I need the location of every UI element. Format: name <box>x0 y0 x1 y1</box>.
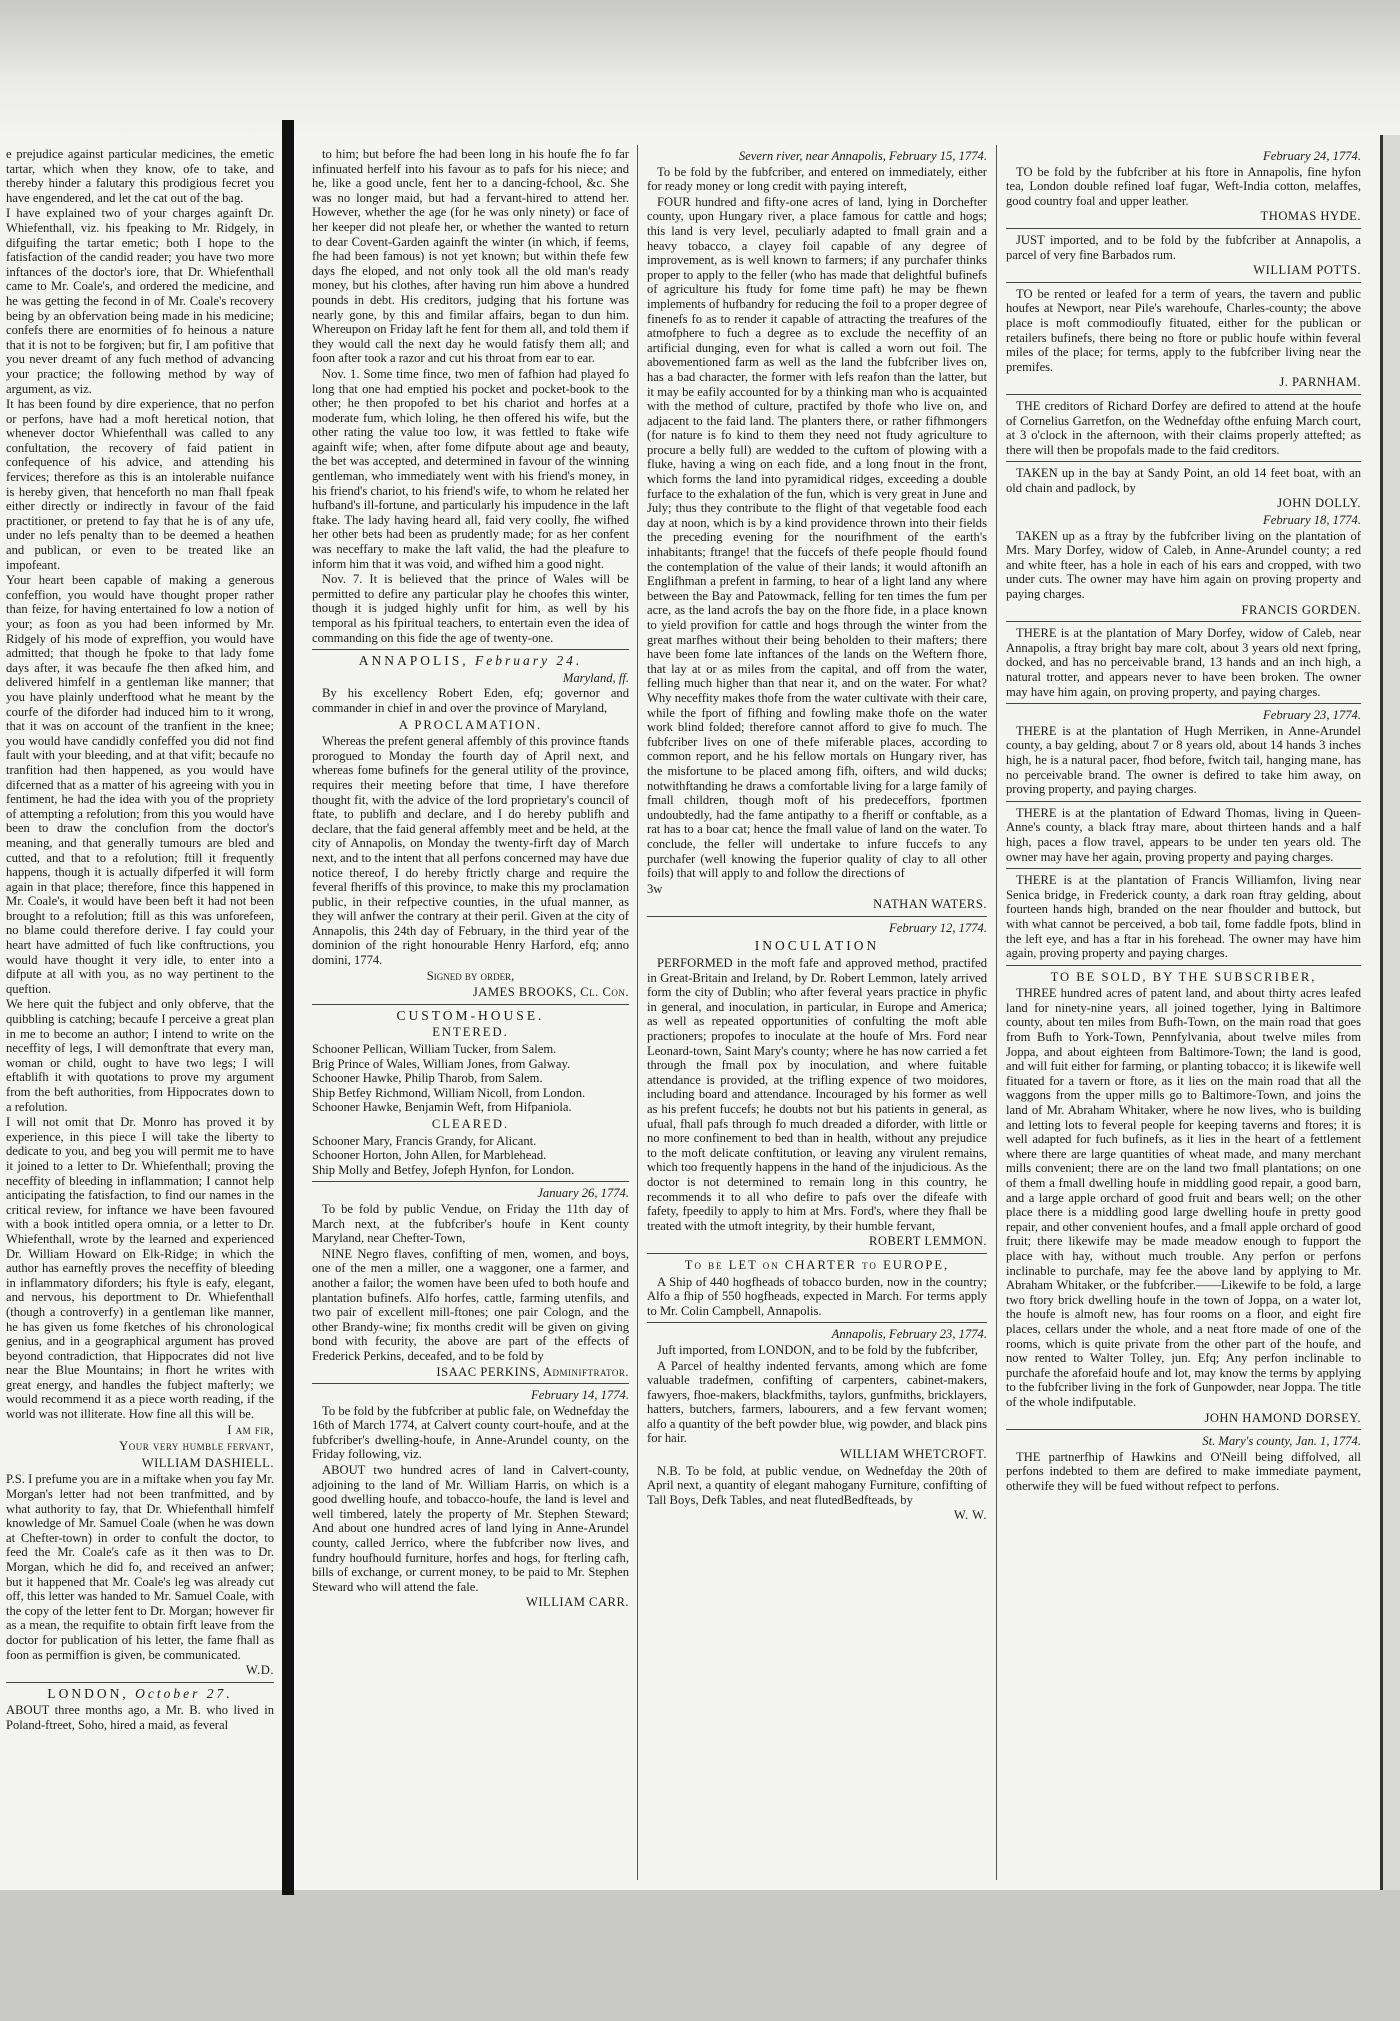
cleared-ship: Schooner Mary, Francis Grandy, for Alicant. <box>312 1133 537 1148</box>
ad-date: February 12, 1774. <box>889 920 987 935</box>
entered-heading: ENTERED. <box>432 1025 509 1040</box>
section-rule <box>1006 965 1361 966</box>
news-paragraph: Nov. 1. Some time fince, two men of fafhion had played fo long that one had emptied his pocket and pocket-book to the other; he then propofed to bet his chariot and horfes at a moderate fum, which loling, he then offered his wife, but the other rating the value too low, it was fettled to ftake wife againft wife; when, after fome difpute about age and beauty, the bet was accepted, and determined in favour of the winning gentleman, who immediately went with his friend's money, in his friend's chariot, to his friend's wife, to whom he related her hufband's ill-fortune, and particularly his impudence in the laft ftake. The lady having heard all, faid very coolly, fhe wifhed her other bets had been as prudently made; for as her confent was neceffary to make the laft valid, the had the pleafure to inform him that it was void, and wifhed him a good night. <box>312 366 629 571</box>
ad-text: TAKEN up in the bay at Sandy Point, an old 14 feet boat, with an old chain and padlock, by <box>1006 466 1361 495</box>
entered-ship: Schooner Pellican, William Tucker, from Salem. <box>312 1042 557 1057</box>
section-rule <box>312 1383 629 1384</box>
column-2 <box>647 147 987 1880</box>
london-heading <box>6 1687 274 1702</box>
entered-ship: Schooner Hawke, Benjamin Weft, from Hifpaniola. <box>312 1100 572 1115</box>
proclamation-title: A PROCLAMATION. <box>398 717 543 732</box>
column-3 <box>1006 147 1361 1880</box>
ad-text: TAKEN up as a ftray by the fubfcriber living on the plantation of Mrs. Mary Dorfey, widow of Caleb, in Anne-Arundel county; a red and white fteer, has a hole in each of his ears and cropped, with two under cuts. The owner may have him again on proving property and paying charges. <box>1006 528 1361 602</box>
ad-signature: J. PARNHAM. <box>1279 375 1361 390</box>
closing-line: Your very humble fervant, <box>119 1439 274 1454</box>
ad-text: THREE hundred acres of patent land, and about thirty acres leafed land for ninety-nine years, all joined together, lying in Baltimore county, about ten miles from Bufh-Town, on the main road that goes from Bufh to York-Town, Pennfylvania, about twelve miles from Joppa, and about eighteen from Baltimore-Town; the land is good, and will fuit either for farming, or planting tobacco; it is likewife well fituated for a tavern or ftore, as it lies on the main road that all the waggons from the upper mills go to Baltimore-Town, and joins the land of Mr. Abraham Whitaker, where he now lives, who is building and letting lots to feveral people for keeping taverns and ftores; it is well adapted for fuch bufinefs, as it lies in the heart of a fettlement where there are large quantities of wheat made, and many merchant mills convenient; there are on the land two fmall plantations; on one of them a fmall dwelling houfe in middling good repair, a good barn, and a large apple orchard of good fruit and bears well; on the other place there is a middling good large dwelling houfe in pretty good repair, and other convenient houfes, and a fmall apple orchard of good fruit; there likewife may be made meadow enough to fupport the place with hay, without much trouble. Any perfon or perfons inclinable to purchafe, may fee the above land by applying to Mr. Abraham Whitaker, or the fubfcriber.——Likewife to be fold, a large two ftory brick dwelling houfe in the town of Joppa, on a water lot, the houfe is almoft new, has four rooms on a floor, and eight fire places, cellars under the whole, and a neat ftore made of one of the rooms, which is quite private from the other part of the houfe, and now rented to Walter Tolley, jun. Efq; Any perfon inclinable to purchafe the aforefaid houfe and lot, may know the terms by applying to the fubfcriber living in the fork of Gunpowder, near Joppa. The title of the whole indifputable. <box>1006 986 1361 1409</box>
ad-date: February 14, 1774. <box>531 1388 629 1403</box>
london-text: ABOUT three months ago, a Mr. B. who lived in Poland-ftreet, Soho, hired a maid, as feveral <box>6 1703 274 1732</box>
ad-intro: Juft imported, from LONDON, and to be fold by the fubfcriber, <box>657 1342 978 1357</box>
entered-ship: Schooner Hawke, Philip Tharob, from Salem. <box>312 1071 543 1086</box>
section-rule <box>647 1253 987 1254</box>
section-rule <box>312 649 629 650</box>
closing-line: I am fir, <box>227 1422 274 1437</box>
section-rule <box>6 1682 274 1683</box>
ad-date: February 18, 1774. <box>1263 513 1361 528</box>
section-rule <box>647 1322 987 1323</box>
page-gutter <box>282 120 294 1895</box>
ad-mark: 3w <box>647 881 663 896</box>
ad-signature: FRANCIS GORDEN. <box>1241 602 1361 617</box>
ad-date: February 24, 1774. <box>1263 149 1361 163</box>
left-paragraph: It has been found by dire experience, that no perfon or perfons, have had a moft heretical notion, that whenever doctor Whiefenthall was called to any confultation, the recovery of faid patient in confequence of his advice, and attending his fervices; therefore as this is an intolerable nuifance is hereby given, that henceforth no man fhall fpeak either directly or indirectly in favour of the faid practitioner, or pretend to fay that he is of any ufe, under no lefs penalty than to be deemed a heathen and publican, or even to be treated like an impofeant. <box>6 397 274 572</box>
customs-heading: CUSTOM-HOUSE. <box>396 1007 545 1023</box>
left-paragraph: We here quit the fubject and only obferve, that the quibbling is catching; becaufe I perceive a great plan in me to become an author; I intend to write on the neceffity of legs, I will demonftrate that every man, woman or child, ought to have two legs; I will eftablifh it with quotations to prove my argument from the beft authorities, from Hippocrates down to a refolution. <box>6 997 274 1114</box>
annapolis-heading-text: ANNAPOLIS, <box>358 653 469 669</box>
signed-line: Signed by order, <box>426 968 515 983</box>
news-paragraph: Nov. 7. It is believed that the prince of Wales will be permitted to defire any particular play he choofes this winter, though it is judged highly unfit for him, as well by his temporal as his fpiritual teachers, to entertain even the idea of commanding on this fide the age of twenty-one. <box>312 572 629 645</box>
ad-text: JUST imported, and to be fold by the fubfcriber at Annapolis, a parcel of very fine Barbados rum. <box>1006 232 1361 262</box>
ad-intro: To be fold by public Vendue, on Friday the 11th day of March next, at the fubfcriber's houfe in Kent county Maryland, near Chefter-Town, <box>312 1201 629 1246</box>
scan-background-top <box>0 0 1400 135</box>
postscript: P.S. I prefume you are in a miftake when you fay Mr. Morgan's letter had not been tranfmitted, and by what authority to fay, that Dr. Whiefenthall himfelf knowledge of Mr. Samuel Coale (when he was down at Chefter-town) in order to confult the doctor, to feed the Mr. Coale's cafe as it then was to Dr. Morgan, which he did fo, and received an anfwer; but it happened that Mr. Coale's leg was already cut off, this letter was handed to Mr. Samuel Coale, with the copy of the letter fent to Dr. Morgan; however fir as a mean, the requifite to obtain firft leave from the doctor for publication of his letter, the fame fhall as foon as permiffion is given, be communicated. <box>6 1472 274 1662</box>
ad-text: TO be fold by the fubfcriber at his ftore in Annapolis, fine hyfon tea, London double refined loaf fugar, Weft-India cotton, melaffes, good country foal and upper leather. <box>1006 164 1361 208</box>
inoculation-heading: INOCULATION <box>754 938 880 954</box>
ad-text: THERE is at the plantation of Francis Williamfon, living near Senica bridge, in Frederick county, a dark roan ftray gelding, about fourteen hands high, branded on the near fhoulder and buttock, but with what cannot be perceived, a bob tail, fome faddle fpots, blind in the left eye, and has a ftar in his forehead. The owner may have him again, proving property and paying charges. <box>1006 873 1361 961</box>
scan-background-bottom <box>0 1890 1400 2021</box>
column-1 <box>312 147 629 1880</box>
ad-text: ABOUT two hundred acres of land in Calvert-county, adjoining to the land of Mr. William Harris, on which is a good dwelling houfe, and tobacco-houfe, the land is level and well timbered, lately the property of Mr. Stephen Steward; And about one hundred acres of land lying in Anne-Arundel county, called Jerrico, where the fubfcriber now lives, and fundry houfhould furniture, horfes and hogs, for fterling cafh, bills of exchange, or current money, to be paid to Mr. Stephen Steward who will attend the fale. <box>312 1463 629 1594</box>
ad-date: January 26, 1774. <box>537 1186 629 1201</box>
land-sale-heading: TO BE SOLD, BY THE SUBSCRIBER, <box>1050 969 1317 984</box>
ad-signature: ROBERT LEMMON. <box>869 1234 987 1249</box>
ad-text: THE creditors of Richard Dorfey are defired to attend at the houfe of Cornelius Garretfon, on the Wednefday ofthe enfuing March court, at 3 o'clock in the afternoon, with their claims properly attefted; as there will then be propofals made to the faid creditors. <box>1006 398 1361 457</box>
ad-text: N.B. To be fold, at public vendue, on Wednefday the 20th of April next, a quantity of elegant mahogany Furniture, confifting of Tall Boys, Defk Tables, and neat flutedBedfteads, by <box>647 1463 987 1507</box>
london-date: October 27. <box>135 1685 233 1701</box>
ad-signature: ISAAC PERKINS, Adminiftrator. <box>436 1364 629 1379</box>
section-rule <box>1006 228 1361 229</box>
ad-text: NINE Negro flaves, confifting of men, women, and boys, one of the men a miller, one a waggoner, one a farmer, and another a failor; the women have been ufed to both houfe and plantation bufinefs. Alfo horfes, cattle, farming utenfils, and two pair of excellent mill-ftones; one pair Cologn, and the other Brandy-wine; fix months credit will be given on giving bond with fecurity, the above are part of the effects of Frederick Perkins, deceafed, and to be fold by <box>312 1246 629 1363</box>
ad-text: THERE is at the plantation of Hugh Merriken, in Anne-Arundel county, a bay gelding, about 7 or 8 years old, about 14 hands 3 inches high, he is a natural pacer, fhod before, fwitch tail, hanging mane, has no perceivable brand. The owner is defired to take him away, on proving property, and paying charges. <box>1006 723 1361 797</box>
left-paragraph: I will not omit that Dr. Monro has proved it by experience, in this piece I will take the liberty to dedicate to you, and beg you will permit me to have it joined to a letter to Dr. Whiefenthall; proving the neceffity of bleeding in inflammation; I cannot help anticipating the fatisfaction, to find our names in the critical review, for inftance we have been favoured with a book intitled opera omnia, or a letter to Dr. Whiefenthall, wrote by the learned and experienced Dr. William Howard on Elk-Ridge; in which the author has earneftly proves the neceffity of bleeding in inflammatory diforders; his ftyle is eafy, elegant, and nervous, his deportment to Dr. Whiefenthall (though a controverfy) in a gentleman like manner, he has given us fome fketches of his chronological genius, and in a geographical argument has proved beyond contradiction, that Hippocrates did not live near the Blue Mountains; in fhort he writes with great energy, and handles the fubject mafterly; we would recommend it as a piece worth reading, if the world was not illiterate. How fine all this will be. <box>6 1115 274 1422</box>
cleared-ship: Ship Molly and Betfey, Jofeph Hynfon, for London. <box>312 1162 575 1177</box>
ad-date: St. Mary's county, Jan. 1, 1774. <box>1202 1434 1361 1449</box>
section-rule <box>1006 621 1361 622</box>
section-rule <box>1006 868 1361 869</box>
proclamation-text: Whereas the prefent general affembly of this province ftands prorogued to Monday the fourth day of April next, and whereas fome bufinefs for the general utility of the province, requires their meeting before that time, I have therefore thought fit, with the advice of the lord proprietary's council of ftate, to publifh and declare, and I do hereby publifh and declare, that the faid general affembly meet and be held, at the city of Annapolis, on Monday the twenty-firft day of March next, and to the intent that all perfons concerned may have due notice thereof, I do hereby ftrictly charge and require the feveral fheriffs of this province, to make this my proclamation public, in their refpective counties, in the ufual manner, as they will anfwer the contrary at their peril. Given at the city of Annapolis, this 24th day of February, in the third year of the dominion of the right honourable Henry Harford, efq; anno domini, 1774. <box>312 734 629 968</box>
ad-date: Annapolis, February 23, 1774. <box>831 1327 987 1342</box>
entered-ship: Ship Betfey Richmond, William Nicoll, from London. <box>312 1085 586 1100</box>
ad-signature: W. W. <box>953 1508 987 1523</box>
ad-signature: THOMAS HYDE. <box>1260 209 1361 224</box>
ad-signature: WILLIAM POTTS. <box>1253 263 1361 278</box>
newspaper-page <box>294 135 1383 1890</box>
ad-text: PERFORMED in the moft fafe and approved method, practifed in Great-Britain and Ireland, by Dr. Robert Lemmon, lately arrived form the city of Dublin; who after feveral years practice in phyfic in general, and inoculation, in particular, in Europe and America; as well as repeated opportunities of confulting the moft able practioners; propofes to inoculate at the houfe of Mrs. Ford near Leonard-town, Saint Mary's county; where he has now carried a fet through the fmall pox by inoculation, and where fuitable attendance is provided, at the trifling expence of two moidores, including board and attendance. Incouraged by his former as well as his prefent fuccefs; he doubts not but his patients in general, as ufual, fhall pafs through fo much dreaded a diforder, with little or no more confinement to bed than in health, without any prejudice to the moft delicate conftitution, or leaving any virulent remains, which too frequently happens in the hand of the injudicious. As the doctor is not determined to remain long in this country, he recommends it to all who defire to pafs over the difeafe with fafety, fpeedily to apply to him at Mrs. Ford's, where they fhall be treated with the utmoft integrity, by their humble fervant, <box>647 956 987 1233</box>
postscript-initials: W.D. <box>245 1663 274 1678</box>
proclamation-signer: JAMES BROOKS, Cl. Con. <box>472 985 629 1000</box>
section-rule <box>1006 282 1361 283</box>
left-paragraph: e prejudice against particular medicines, the emetic tartar, which when they know, ofe to take, and thereby hinder a falutary this prodigious fecret you have engendered, and let the cat out of the bag. <box>6 147 274 205</box>
charter-heading: To be LET on CHARTER to EUROPE, <box>684 1257 950 1272</box>
left-partial-page <box>0 135 282 1890</box>
cleared-heading: CLEARED. <box>431 1117 510 1131</box>
annapolis-place: Maryland, ff. <box>562 670 629 685</box>
column-rule <box>637 145 638 1880</box>
ad-text: A Parcel of healthy indented fervants, among which are fome valuable tradefmen, confifting of carpenters, cabinet-makers, fawyers, fhoe-makers, blackfmiths, taylors, gunfmiths, bricklayers, hatters, butchers, farmers, labourers, and a few fervant women; alfo a quantity of the beft powder blue, wig powder, and black pins for hair. <box>647 1358 987 1446</box>
proclamation-byline: By his excellency Robert Eden, efq; governor and commander in chief in and over the province of Maryland, <box>312 686 629 715</box>
ad-intro: To be fold by the fubfcriber, and entered on immediately, either for ready money or long credit with paying intereft, <box>647 164 987 194</box>
entered-ship: Brig Prince of Wales, William Jones, from Galway. <box>312 1056 571 1071</box>
london-heading-text: LONDON, <box>47 1685 129 1701</box>
cleared-ship: Schooner Horton, John Allen, for Marblehead. <box>312 1148 547 1163</box>
left-page-column <box>6 147 274 1880</box>
section-rule <box>647 916 987 917</box>
section-rule <box>312 1004 629 1005</box>
ad-date: February 23, 1774. <box>1263 708 1361 723</box>
left-paragraph: I have explained two of your charges againft Dr. Whiefenthall, viz. his fpeaking to Mr. Ridgely, in difguifing the tartar emetic; both I hope to the fatisfaction of the candid reader; you have two more inftances of the doctor's iore, that Dr. Whiefenthall came to Mr. Coale's, and ordered the medicine, and he was getting the fecond in of Mr. Coale's recovery being by an obfervation being made in his medicine; confefs there are enormities of fo heinous a nature that it is not to be forgiven; but fir, I am pofitive that you never dreamt of any fuch method of advancing your practice; the following method by way of argument, as viz. <box>6 206 274 396</box>
section-rule <box>1006 801 1361 802</box>
section-rule <box>312 1181 629 1182</box>
annapolis-heading <box>312 654 629 669</box>
section-rule <box>1006 1429 1361 1430</box>
ad-text: THERE is at the plantation of Mary Dorfey, widow of Caleb, near Annapolis, a ftray bright bay mare colt, about 3 years old next fpring, docked, and has no perceivable brand, 13 hands and an inch high, a natural trotter, and appears never to have been broken. The owner may have him again, on proving property, and paying charges. <box>1006 626 1361 699</box>
section-rule <box>1006 461 1361 462</box>
ad-text: A Ship of 440 hogfheads of tobacco burden, now in the country; Alfo a fhip of 550 hogfheads, expected in March. For terms apply to Mr. Colin Campbell, Annapolis. <box>647 1274 987 1318</box>
ad-signature: NATHAN WATERS. <box>873 897 987 912</box>
ad-text: FOUR hundred and fifty-one acres of land, lying in Dorchefter county, upon Hungary river, a place famous for cattle and hogs; this land is very level, peculiarly adapted to fmall grain and a heavy tobacco, a clayey foil capable of any degree of improvement, as is well known to farmers; if any purchafer thinks proper to apply to the feller (who has made that delightful bufinefs of agriculture his ftudy for fome time paft) he may be fhewn implements of hufbandry for reducing the foil to a proper degree of finenefs fo as to render it capable of attracting the treafures of the atmofphere to fuch a degree as to exclude the neceffity of an artificial dunging, even for what is called a worn out foil. The abovementioned farm as well as the land the fubfcriber lives on, has a bad character, the former with lefs reafon than the latter, but it may be eafily accounted for by a thinking man who is acquainted with the method of culture, practifed by thofe who live on, and adjacent to the faid land. The planters there, or rather fifhmongers (for nature is fo kind to them they need not ftudy agriculture to procure a belly full) are wedded to the cuftom of plowing with a fluke, having a wing on each fide, and a long fnout in the front, which forms the land into pyramidical ridges, exceeding a double furface to the exhalation of the fun, which is very great in June and July; thus they contribute to the flight of that vegetable food each day at noon, which is by a kind providence thrown into their fields the preceding evening for the nourifhment of the earth's inhabitants; ftrange! that the fuccefs of thefe people fhould found the contemplation of the value of their lands; it would aftonifh an Englifhman a prefent in farming, to hear of a light land any where between the Bay and Patowmack, felling for ten times the fum per acre, as the land acrofs the bay on the fhore fide, in a place known to yield provifion for cattle and hogs through the winter from the great marfhes without their being beholden to their mafters; there have been fome late inftances of the lands on the Weftern fhore, that lay at or as miles from the capital, and off from the water, felling much higher than that near it, and on the water. For what? Why neceffity makes thofe from the water cultivate with their care, while the fport of fifhing and fowling make thofe on the water work blind folded; therefore cannot afford to give fo much. The fubfcriber lives on one of thefe miferable places, according to common report, and he his fellow mortals on Hungary river, has the misfortune to be placed among fifh, oifters, and wild ducks; notwithftanding he draws a comfortable living for a large family of fmall children, though moft of his predeceffors, fportmen undoubtedly, had the fame antipathy to a fheriff or conftable, as a rat has to a boar cat; hence the fmall value of land on the water. To conclude, the feller will undertake to infure fuccefs to any purchafer (well knowing the fuperior quality of clay to all other foils) that will apply to and follow the directions of <box>647 194 987 881</box>
section-rule <box>1006 703 1361 704</box>
ad-signature: JOHN DOLLY. <box>1277 496 1361 511</box>
letter-signature: WILLIAM DASHIELL. <box>141 1455 274 1470</box>
ad-date: Severn river, near Annapolis, February 15, 1774. <box>738 149 987 163</box>
ad-signature: WILLIAM WHETCROFT. <box>839 1447 987 1462</box>
ad-text: THERE is at the plantation of Edward Thomas, living in Queen-Anne's county, a black ftray mare, about thirteen hands and a half high, paces a flow travel, appears to be under ten years old. The owner may have her again, proving property and paying charges. <box>1006 805 1361 864</box>
ad-text: THE partnerfhip of Hawkins and O'Neill being diffolved, all perfons indebted to them are defired to make immediate payment, otherwife they will be fued without refpect to perfons. <box>1006 1449 1361 1493</box>
section-rule <box>1006 394 1361 395</box>
annapolis-date: February 24. <box>475 653 583 669</box>
ad-intro: To be fold by the fubfcriber at public fale, on Wednefday the 16th of March 1774, at Calvert county court-houfe, and at the fubfcriber's dwelling-houfe, in Anne-Arundel county, on the Friday following, viz. <box>312 1403 629 1462</box>
ad-text: TO be rented or leafed for a term of years, the tavern and public houfes at Newport, near Pile's warehoufe, Charles-county; the above place is moft commodioufly fituated, either for the publican or retailers bufinefs, there being no ftore or public houfe within feveral miles of the place; for terms, apply to the fubfcriber living near the premifes. <box>1006 286 1361 374</box>
ad-signature: JOHN HAMOND DORSEY. <box>1204 1410 1361 1425</box>
column-rule <box>996 145 997 1880</box>
ad-signature: WILLIAM CARR. <box>525 1595 629 1610</box>
left-paragraph: Your heart been capable of making a generous confeffion, you would have thought proper rather than feize, for having entertained fo low a notion of your; as foon as you had been informed by Mr. Ridgely of his mode of expreffion, you would have admitted; that though he fpoke to that lady fome days after, it was becaufe fhe then afked him, and delivered himfelf in a gentleman like manner; that you have plainly underftood what he meant by the courfe of the diforder had induced him to it wrong, that it was on account of the tranfient in the knee; you would have candidly confeffed you did not find fault with your bleeding, and at that vifit; becaufe no tranfition had then happened, as you would have difcerned that as a matter of his agreeing with you in fentiment, he had the idea with you of the propriety of attempting a refolution; from this you would have been to draw the conclufion from the doctor's meaning, and that generally tumours are bled and cutted, and that to a refolution; ftill it frequently happens, though it is actually difperfed it will form again in that place; therefore, fince this happened in Mr. Coale's, it would have been beft it had not been brought to a refolution; ftill as this was unforefeen, no blame could therefore derive. I fay could your heart have admitted of fuch like conftructions, you would have thought it very idle, to enter into a difpute at all with you, as no way pertinent to the queftion. <box>6 573 274 996</box>
news-paragraph: to him; but before fhe had been long in his houfe fhe fo far infinuated herfelf into his favour as to pafs for his niece; and he, like a good uncle, fent her to a dancing-fchool, &c. She was no longer maid, but had a fervant-hired to attend her. However, whether the age (for he was only ninety) or face of her keeper did not pleafe her, or whether the wanted to return to dear Covent-Garden againft the winter (in which, if feems, fhe had been famous) is not yet known; but within thefe few days fhe eloped, and not only took all the old man's ready money, but his clothes, after having run him above a hundred pounds in debt. His creditors, judging that his fortune was nearly gone, by this and fimilar affairs, began to dun him. Whereupon on Friday laft he fent for them all, and told them if they would call the next day he would fatisfy them all; and foon after took a razor and cut his throat from ear to ear. <box>312 147 629 366</box>
